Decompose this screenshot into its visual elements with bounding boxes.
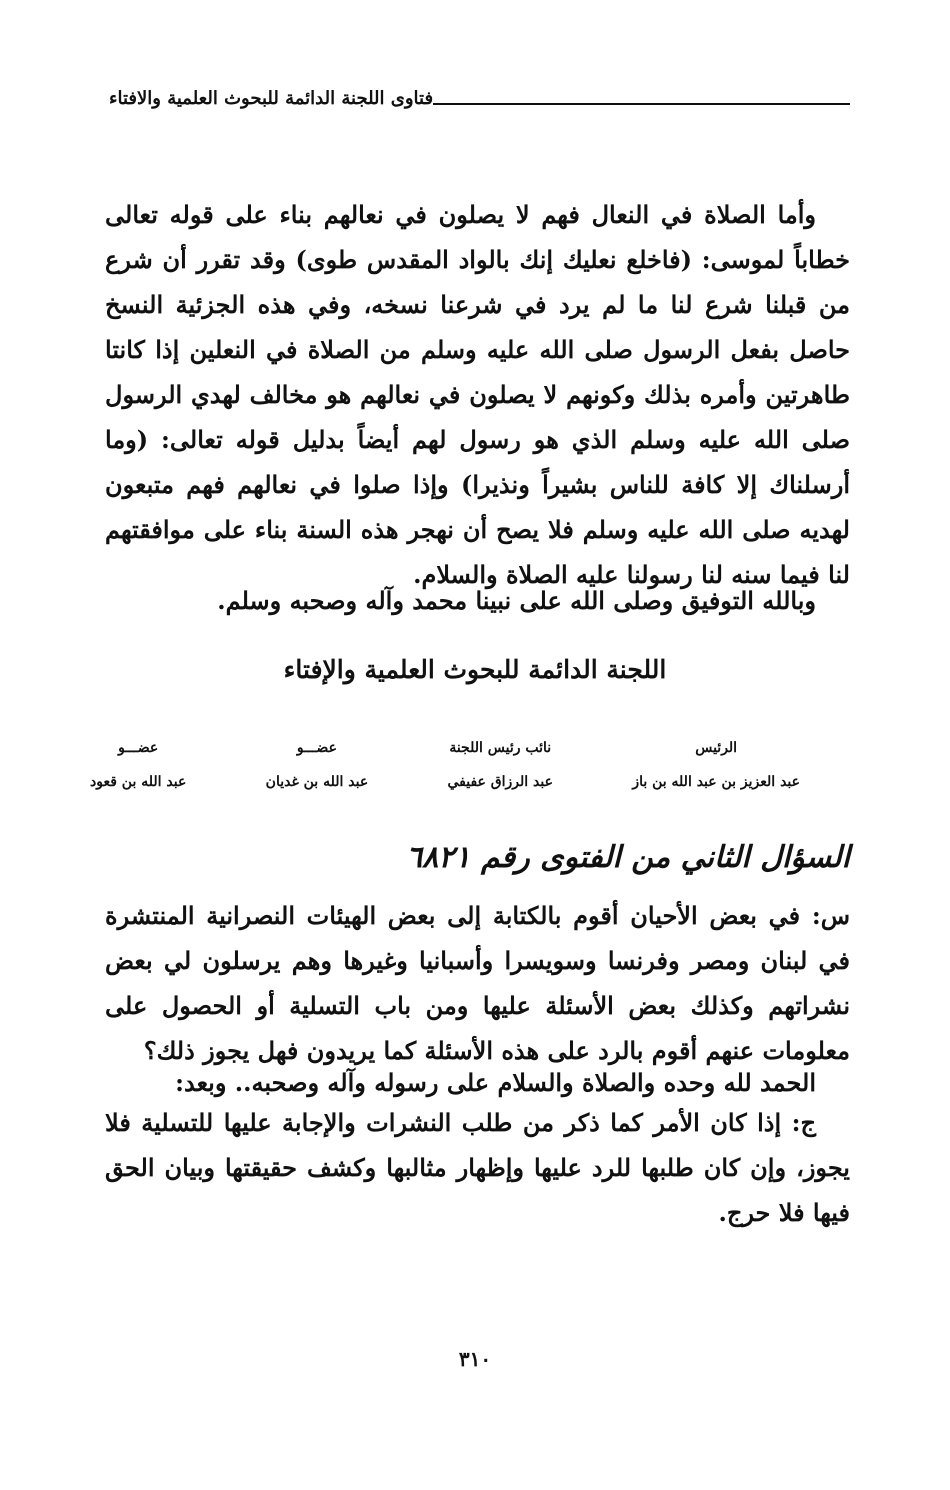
signature-name: عبد الله بن غديان (265, 774, 369, 790)
signature-member-2 (90, 740, 186, 790)
committee-title: اللجنة الدائمة للبحوث العلمية والإفتاء (283, 655, 667, 684)
running-header (105, 88, 850, 109)
signature-vice-president (448, 740, 553, 790)
running-title: فتاوى اللجنة الدائمة للبحوث العلمية والافتاء (109, 88, 434, 109)
signature-member-1 (266, 740, 369, 790)
signature-name: عبد الله بن قعود (90, 774, 187, 790)
question-paragraph (105, 893, 850, 1073)
hamd-text: الحمد لله وحده والصلاة والسلام على رسوله وآله وصحبه.. وبعد: (175, 1068, 816, 1097)
hamd-paragraph (105, 1060, 850, 1105)
signature-role: نائب رئيس اللجنة (449, 740, 552, 756)
signature-name: عبد الرزاق عفيفي (447, 774, 553, 790)
question-title: السؤال الثاني من الفتوى رقم ٦٨٢١ (406, 840, 850, 875)
signature-role: عضـــو (296, 740, 337, 756)
signature-role: الرئيس (695, 740, 738, 756)
question-text: س: في بعض الأحيان أقوم بالكتابة إلى بعض الهيئات النصرانية المنتشرة في لبنان ومصر وفرنسا وسويسرا وأسبانيا وغيرها وهم يرسلون لي بعض نشراتهم وكذلك بعض الأسئلة عليها ومن باب التسلية أو الحصول على معلومات عنهم أقوم بالرد على هذه الأسئلة كما يريدون فهل يجوز ذلك؟ (105, 901, 850, 1065)
paragraph-text: وأما الصلاة في النعال فهم لا يصلون في نعالهم بناء على قوله تعالى خطاباً لموسى: (فاخلع نعليك إنك بالواد المقدس طوى) وقد تقرر أن شرع من قبلنا شرع لنا ما لم يرد في شرعنا نسخه، وفي هذه الجزئية النسخ حاصل بفعل الرسول صلى الله عليه وسلم من الصلاة في النعلين إذا كانتا طاهرتين وأمره بذلك وكونهم لا يصلون في نعالهم هو مخالف لهدي الرسول صلى الله عليه وسلم الذي هو رسول لهم أيضاً بدليل قوله تعالى: (وما أرسلناك إلا كافة للناس بشيراً ونذيرا) وإذا صلوا في نعالهم فهم متبعون لهديه صلى الله عليه وسلم فلا يصح أن نهجر هذه السنة بناء على موافقتهم لنا فيما سنه لنا رسولنا عليه الصلاة والسلام. (105, 200, 850, 589)
answer-text: ج: إذا كان الأمر كما ذكر من طلب النشرات والإجابة عليها للتسلية فلا يجوز، وإن كان طلبها للرد عليها وإظهار مثالبها وكشف حقيقتها وبيان الحق فيها فلا حرج. (105, 1108, 850, 1227)
page-number: ٣١٠ (458, 1347, 492, 1371)
signature-president (632, 740, 800, 790)
closing-paragraph (105, 578, 850, 623)
signature-name: عبد العزيز بن عبد الله بن باز (632, 774, 800, 790)
signature-role: عضـــو (118, 740, 159, 756)
signature-block (90, 740, 800, 790)
answer-paragraph (105, 1100, 850, 1235)
closing-text: وبالله التوفيق وصلى الله على نبينا محمد وآله وصحبه وسلم. (217, 586, 816, 615)
paragraph-fatwa-shoes (105, 192, 850, 597)
header-rule (433, 103, 850, 105)
